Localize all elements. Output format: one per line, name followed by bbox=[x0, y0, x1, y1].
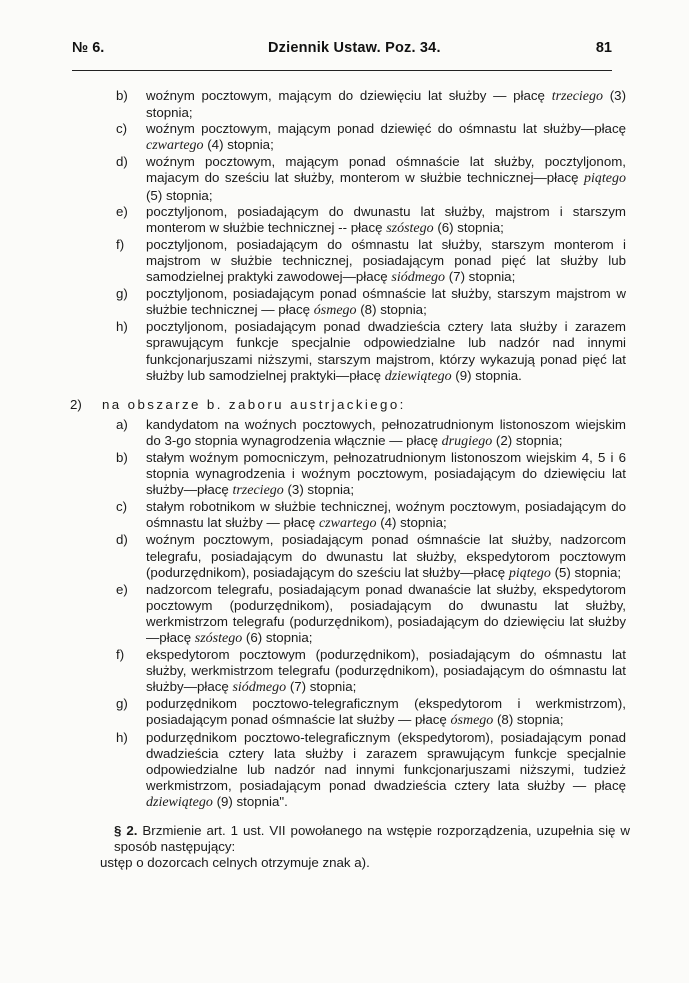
ordinal-grade: piątego bbox=[584, 171, 626, 187]
list-item-suffix: (9) stopnia". bbox=[212, 793, 288, 809]
list-item-text: nadzorcom telegrafu, posiadającym ponad dwanaście lat służby, ekspedytorom pocztowym (podurzędnikom), posiadającym do dwunastu lat służby, werkmistrzom telegrafu (podurzędnikom), posiadającym do dziewięciu lat służby—płacę bbox=[146, 581, 626, 645]
list-item-text: woźnym pocztowym, mającym ponad ośmnaście lat służby, pocztyljonom, majacym do sześciu lat służby, monterom w służbie technicznej—płacę bbox=[146, 154, 626, 186]
list-item-label: g) bbox=[116, 286, 128, 302]
ordinal-grade: dziewiątego bbox=[146, 794, 213, 810]
page-number: 81 bbox=[595, 40, 612, 56]
list-item-text: ekspedytorom pocztowym (podurzędnikom), posiadającym do ośmnastu lat służby, werkmistrzom telegrafu (podurzędnikom), posiadającym do ośmnastu lat służby—płacę bbox=[146, 647, 626, 695]
list-item-label: b) bbox=[116, 449, 128, 465]
list-item-suffix: (6) stopnia; bbox=[433, 219, 504, 235]
list-item-text: woźnym pocztowym, mającym do dziewięciu lat służby — płacę bbox=[146, 88, 552, 103]
issue-number: № 6. bbox=[72, 40, 105, 56]
list-item-text: woźnym pocztowym, mającym ponad dziewięć do ośmnastu lat służby—płacę bbox=[146, 121, 626, 137]
tariff-list-1 bbox=[70, 88, 630, 385]
tariff-list-2 bbox=[70, 417, 630, 811]
list-item-text: stałym robotnikom w służbie technicznej, woźnym pocztowym, posiadającym do ośmnastu lat służby — płacę bbox=[146, 499, 626, 531]
ordinal-grade: ósmego bbox=[450, 713, 494, 729]
list-item-text: pocztyljonom, posiadającym do ośmnastu lat służby, starszym monterom i majstrom w służbie technicznej, posiadającym ponad pięć lat służby lub samodzielnej praktyki zawodowej—płacę bbox=[146, 236, 626, 285]
list-item bbox=[70, 499, 626, 532]
paragraph-text: Brzmienie art. 1 ust. VII powołanego na wstępie rozporządzenia, uzupełnia się w sposób następujący: bbox=[114, 823, 630, 855]
list-item-text: pocztyljonom, posiadającym do dwunastu lat służby, majstrom i starszym monterom w służbie technicznej -- płacę bbox=[146, 203, 626, 235]
list-item bbox=[70, 154, 626, 203]
list-item-text: pocztyljonom, posiadającym ponad ośmnaście lat służby, starszym majstrom w służbie technicznej — płacę bbox=[146, 286, 626, 318]
document-body bbox=[70, 88, 630, 871]
list-item bbox=[70, 237, 626, 286]
section-mark: § 2. bbox=[114, 823, 138, 839]
list-item-suffix: (7) stopnia; bbox=[445, 269, 516, 285]
list-item-label: f) bbox=[116, 647, 125, 663]
ordinal-grade: drugiego bbox=[441, 433, 493, 449]
list-item bbox=[70, 417, 626, 450]
list-item-label: c) bbox=[116, 121, 128, 137]
ordinal-grade: szóstego bbox=[194, 631, 243, 646]
list-item-suffix: (3) stopnia; bbox=[146, 88, 626, 121]
ordinal-grade: siódmego bbox=[232, 680, 287, 696]
list-item-text: podurzędnikom pocztowo-telegraficznym (ekspedytorom), posiadającym ponad dwadzieścia cztery lata służby i zarazem sprawującym funkcje specjalnie odpowiedzialne lub nadzór nad innymi funkcjonarjuszami niższymi, tudzież werkmistrzom, posiadającym ponad dwadzieścia cztery lata służby — płacę bbox=[146, 729, 626, 793]
list-item-label: e) bbox=[116, 581, 128, 597]
ordinal-grade: trzeciego bbox=[232, 483, 284, 499]
list-item-suffix: (7) stopnia; bbox=[286, 679, 357, 695]
ordinal-grade: szóstego bbox=[386, 220, 434, 236]
list-item bbox=[70, 647, 626, 696]
list-item-label: d) bbox=[116, 532, 128, 548]
ordinal-grade: piątego bbox=[508, 565, 551, 581]
list-item-label: c) bbox=[116, 499, 128, 515]
list-item-suffix: (8) stopnia; bbox=[493, 712, 564, 728]
list-item-label: h) bbox=[116, 319, 128, 335]
list-item bbox=[70, 532, 626, 581]
header-rule bbox=[72, 70, 612, 71]
section-heading-text: na obszarze b. zaboru austrjackiego: bbox=[102, 396, 406, 412]
list-item bbox=[70, 730, 626, 811]
list-item bbox=[70, 450, 626, 499]
list-item-text: kandydatom na woźnych pocztowych, pełnozatrudnionym listonoszom wiejskim do 3-go stopnia wynagrodzenia włącznie — płacę bbox=[146, 416, 626, 448]
list-item-label: f) bbox=[116, 236, 125, 252]
list-item bbox=[70, 121, 626, 154]
list-item-text: podurzędnikom pocztowo-telegraficznym (ekspedytorom i werkmistrzom), posiadającym ponad ośmnaście lat służby — płacę bbox=[146, 696, 626, 728]
page-header bbox=[72, 40, 612, 62]
list-item-suffix: (6) stopnia; bbox=[242, 630, 313, 645]
list-item bbox=[70, 319, 626, 384]
list-item-suffix: (5) stopnia; bbox=[550, 564, 622, 580]
list-item-label: b) bbox=[116, 88, 128, 103]
list-item-text: woźnym pocztowym, posiadającym ponad ośmnaście lat służby, nadzorcom telegrafu, posiadającym do dwunastu lat służby, ekspedytorom pocztowym (podurzędnikom), posiadającym do sześciu lat służby—płacę bbox=[146, 532, 626, 580]
list-item-label: h) bbox=[116, 729, 128, 745]
list-item-text: pocztyljonom, posiadającym ponad dwadzieścia cztery lata służby i zarazem sprawującym funkcje specjalnie odpowiedzialne lub nadzór nad innymi funkcjonarjuszami niższymi, starszym majstrom, którzy wykazują ponad pięć lat służby lub samodzielnej praktyki—płacę bbox=[146, 319, 626, 383]
list-item-label: a) bbox=[116, 416, 128, 432]
list-item bbox=[70, 88, 626, 121]
list-item bbox=[70, 582, 626, 647]
list-item-suffix: (4) stopnia; bbox=[203, 137, 274, 153]
list-item bbox=[70, 204, 626, 237]
list-item-suffix: (9) stopnia. bbox=[451, 367, 522, 383]
list-item-suffix: (4) stopnia; bbox=[376, 515, 447, 531]
journal-title: Dziennik Ustaw. Poz. 34. bbox=[268, 40, 441, 56]
paragraph-2 bbox=[70, 823, 630, 855]
list-item-suffix: (5) stopnia; bbox=[146, 187, 213, 203]
list-item-suffix: (2) stopnia; bbox=[492, 432, 563, 448]
paragraph-continuation: ustęp o dozorcach celnych otrzymuje znak a). bbox=[100, 855, 370, 871]
list-item-label: d) bbox=[116, 154, 128, 170]
section-number: 2) bbox=[70, 396, 82, 412]
ordinal-grade: dziewiątego bbox=[384, 368, 452, 384]
list-item-label: g) bbox=[116, 696, 128, 712]
ordinal-grade: trzeciego bbox=[551, 89, 604, 104]
section-2-heading bbox=[70, 397, 630, 413]
ordinal-grade: czwartego bbox=[318, 516, 377, 532]
ordinal-grade: ósmego bbox=[313, 303, 357, 319]
list-item-suffix: (3) stopnia; bbox=[283, 482, 355, 498]
list-item-suffix: (8) stopnia; bbox=[356, 302, 427, 318]
ordinal-grade: siódmego bbox=[391, 270, 446, 286]
list-item bbox=[70, 286, 626, 319]
list-item bbox=[70, 696, 626, 729]
list-item-label: e) bbox=[116, 203, 128, 219]
list-item-text: stałym woźnym pomocniczym, pełnozatrudnionym listonoszom wiejskim 4, 5 i 6 stopnia wynagrodzenia i woźnym pocztowym, posiadającym do dziewięciu lat służby—płacę bbox=[146, 449, 626, 498]
ordinal-grade: czwartego bbox=[146, 138, 204, 154]
